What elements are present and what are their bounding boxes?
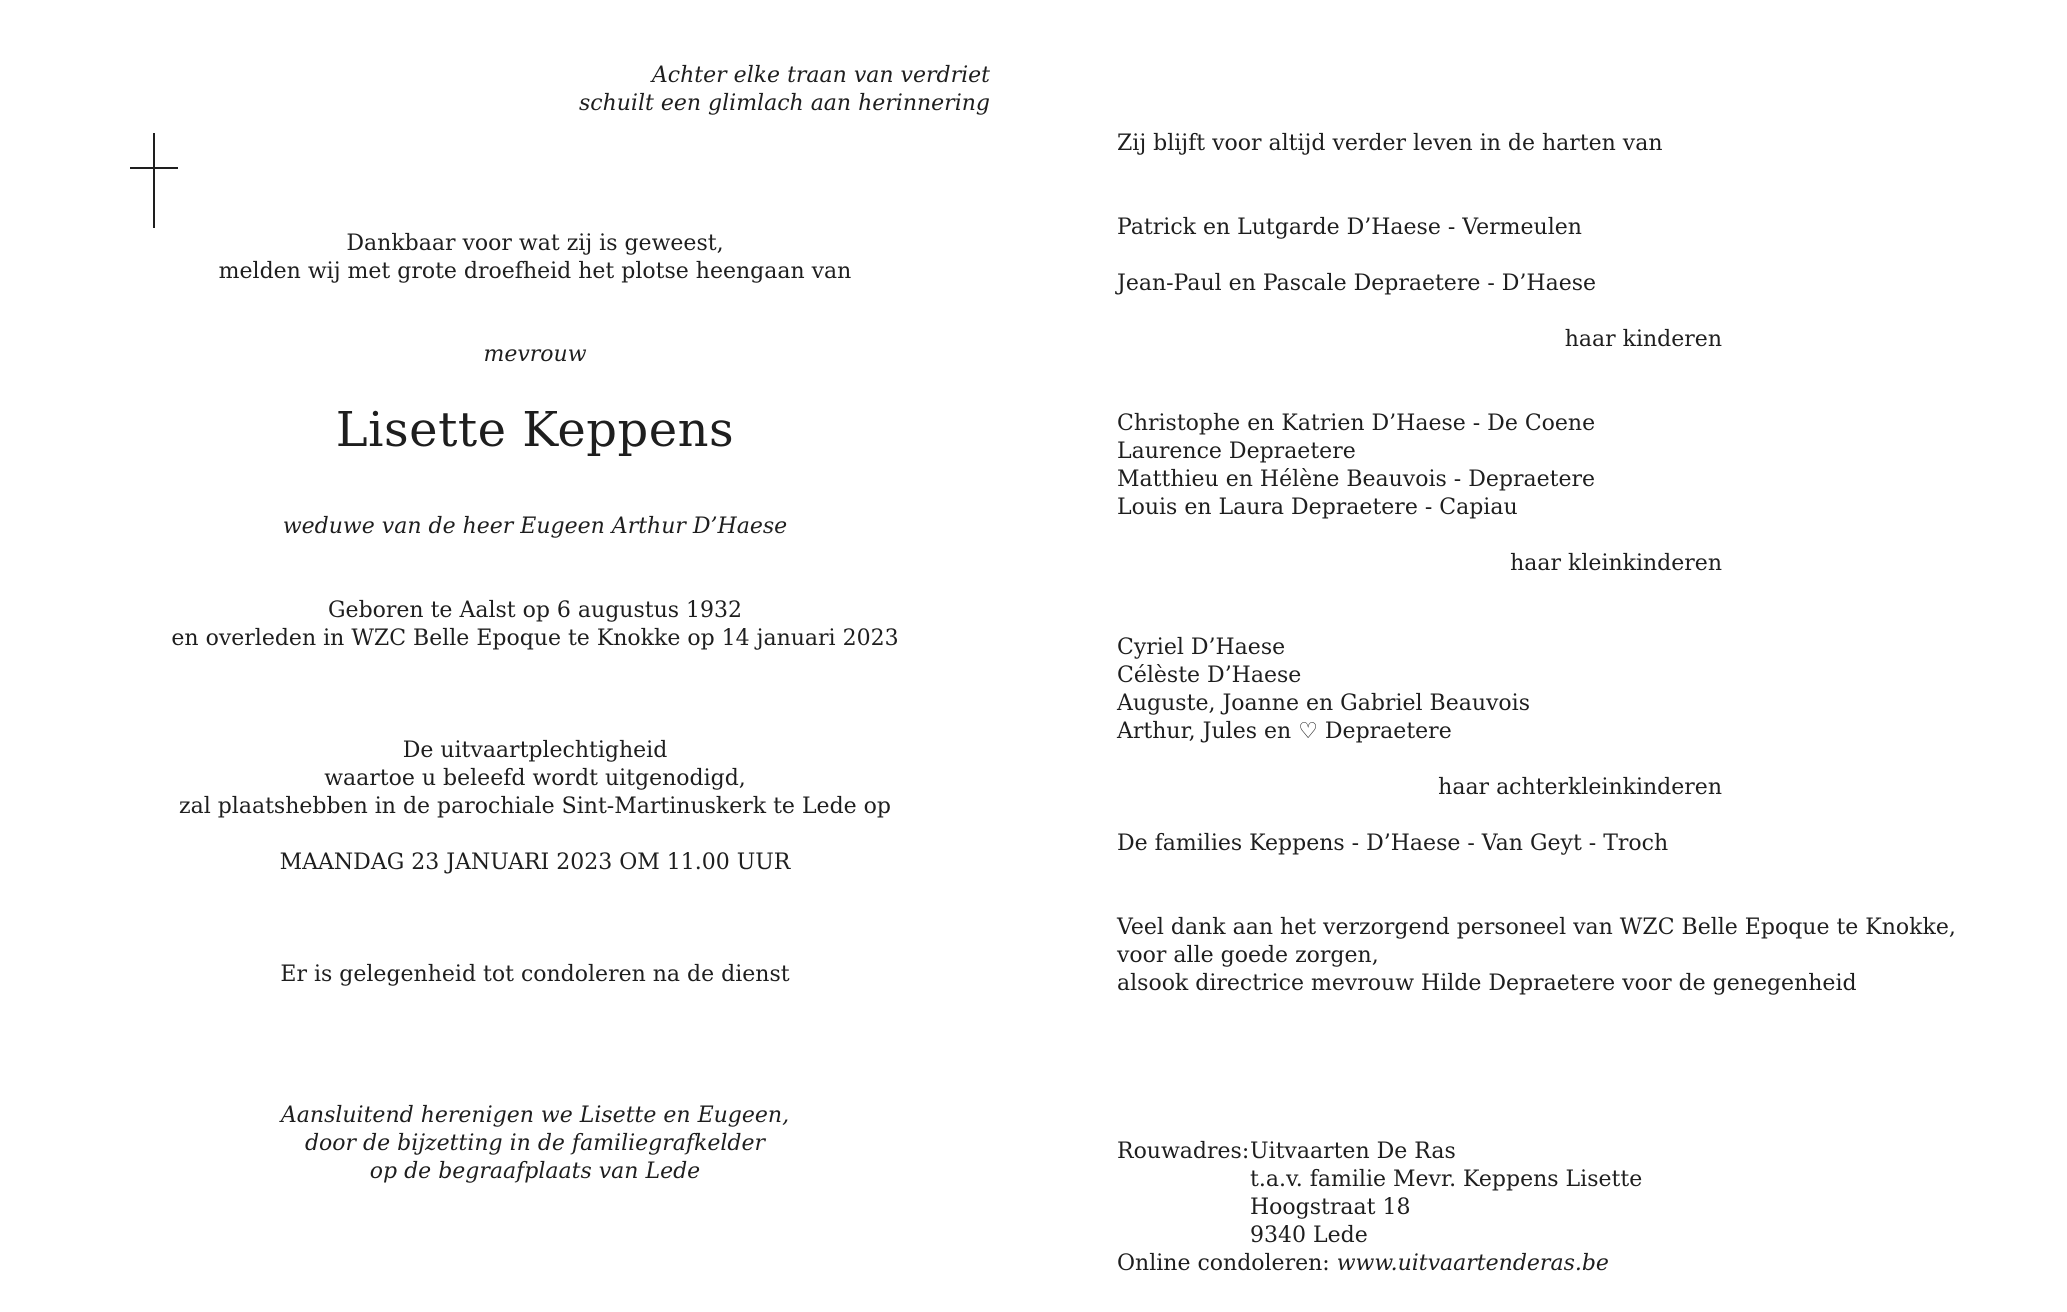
- burial-text: [135, 1102, 935, 1186]
- epigraph-line: schuilt een glimlach aan herinnering: [578, 91, 990, 116]
- cross-icon: [130, 133, 178, 228]
- burial-line: op de begraafplaats van Lede: [369, 1159, 701, 1184]
- address-row: [1117, 1194, 1642, 1222]
- intro-line: melden wij met grote droefheid het plotse heengaan van: [218, 259, 852, 284]
- families-line: De families Keppens - D’Haese - Van Geyt - Troch: [1117, 831, 1669, 856]
- greatgrandchildren-label: haar achterkleinkinderen: [1438, 775, 1722, 800]
- address-line: 9340 Lede: [1250, 1223, 1368, 1248]
- list-item: Jean-Paul en Pascale Depraetere - D’Haese: [1117, 271, 1597, 296]
- list-item: Cyriel D’Haese: [1117, 635, 1286, 660]
- ceremony-line: De uitvaartplechtigheid: [402, 738, 668, 763]
- heart-icon: ♡: [1298, 719, 1318, 744]
- list-item-text: Arthur, Jules en: [1117, 719, 1292, 744]
- list-item: Christophe en Katrien D’Haese - De Coene: [1117, 411, 1596, 436]
- greatgrandchildren-list: [1117, 634, 1530, 746]
- children-label: haar kinderen: [1564, 327, 1722, 352]
- remain-text: Zij blijft voor altijd verder leven in de harten van: [1117, 131, 1663, 156]
- burial-line: door de bijzetting in de familiegrafkelder: [304, 1131, 766, 1156]
- condolence-note: Er is gelegenheid tot condoleren na de dienst: [280, 962, 790, 987]
- list-item: Laurence Depraetere: [1117, 439, 1356, 464]
- burial-line: Aansluitend herenigen we Lisette en Eugeen,: [280, 1103, 790, 1128]
- list-item: Matthieu en Hélène Beauvois - Depraetere: [1117, 467, 1596, 492]
- epigraph-line: Achter elke traan van verdriet: [651, 63, 990, 88]
- ceremony-line: waartoe u beleefd wordt uitgenodigd,: [324, 766, 746, 791]
- children-list: [1117, 214, 1596, 298]
- address-label: Rouwadres:: [1117, 1139, 1250, 1164]
- address-row: [1117, 1138, 1642, 1166]
- ceremony-line: zal plaatshebben in de parochiale Sint-Martinuskerk te Lede op: [178, 794, 891, 819]
- ceremony-text: [135, 737, 935, 821]
- title-word: mevrouw: [483, 342, 587, 367]
- date-line: en overleden in WZC Belle Epoque te Knokke op 14 januari 2023: [171, 626, 899, 651]
- grandchildren-label: haar kleinkinderen: [1510, 551, 1722, 576]
- birth-death-dates: [135, 597, 935, 653]
- address-row: [1117, 1222, 1642, 1250]
- thanks-text: [1117, 914, 1956, 998]
- epigraph: [300, 62, 990, 118]
- online-condolence-row: [1117, 1250, 1642, 1278]
- address-row: [1117, 1166, 1642, 1194]
- thanks-line: voor alle goede zorgen,: [1117, 943, 1379, 968]
- date-line: Geboren te Aalst op 6 augustus 1932: [327, 598, 743, 623]
- address-line: Uitvaarten De Ras: [1250, 1139, 1456, 1164]
- online-condolence-link[interactable]: www.uitvaartenderas.be: [1336, 1251, 1609, 1276]
- thanks-line: Veel dank aan het verzorgend personeel van WZC Belle Epoque te Knokke,: [1117, 915, 1956, 940]
- mourning-address: [1117, 1138, 1642, 1278]
- intro-text: [135, 230, 935, 286]
- list-item: Patrick en Lutgarde D’Haese - Vermeulen: [1117, 215, 1582, 240]
- list-item: Auguste, Joanne en Gabriel Beauvois: [1117, 691, 1531, 716]
- grandchildren-list: [1117, 410, 1595, 522]
- list-item: [1117, 718, 1530, 746]
- widow-of: weduwe van de heer Eugeen Arthur D’Haese: [282, 514, 788, 539]
- intro-line: Dankbaar voor wat zij is geweest,: [346, 231, 724, 256]
- deceased-name: Lisette Keppens: [335, 402, 735, 458]
- list-item: Célèste D’Haese: [1117, 663, 1302, 688]
- address-line: t.a.v. familie Mevr. Keppens Lisette: [1250, 1167, 1643, 1192]
- online-condolence-label: Online condoleren:: [1117, 1251, 1330, 1276]
- address-line: Hoogstraat 18: [1250, 1195, 1411, 1220]
- ceremony-date: MAANDAG 23 JANUARI 2023 OM 11.00 UUR: [279, 850, 791, 875]
- list-item: Louis en Laura Depraetere - Capiau: [1117, 495, 1518, 520]
- thanks-line: alsook directrice mevrouw Hilde Depraetere voor de genegenheid: [1117, 971, 1857, 996]
- list-item-text: Depraetere: [1324, 719, 1452, 744]
